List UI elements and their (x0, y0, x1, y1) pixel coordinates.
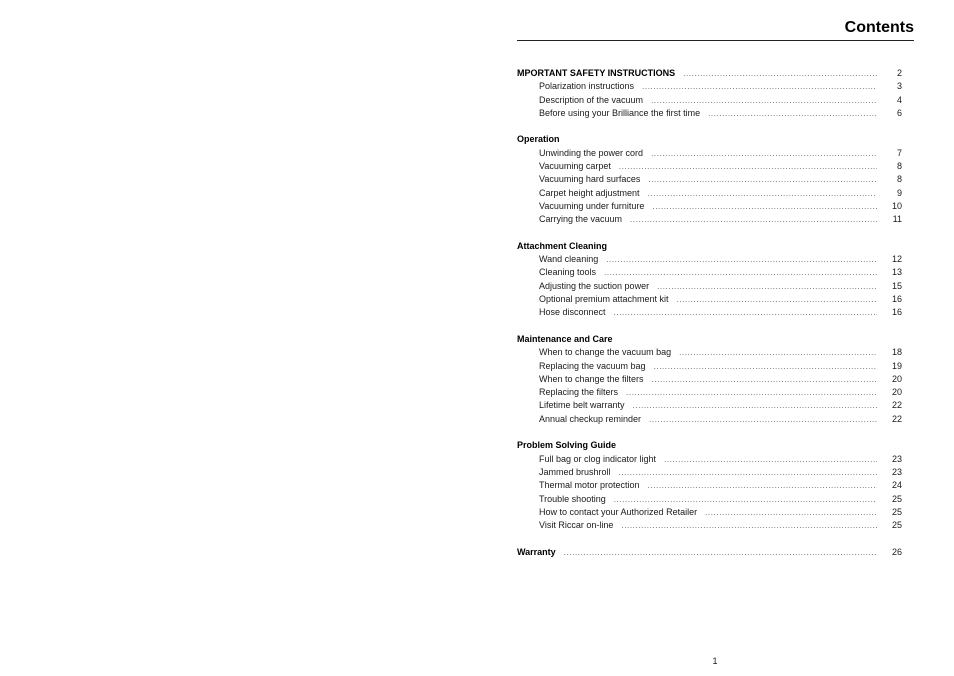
toc-entry-label: Unwinding the power cord (539, 147, 644, 158)
toc-entry-page: 16 (891, 294, 902, 305)
toc-entry-page: 8 (896, 174, 902, 185)
dot-leader (652, 373, 877, 386)
toc-entry-label: Carpet height adjustment (539, 187, 640, 198)
dot-leader (606, 253, 877, 266)
toc-entry-page: 15 (891, 280, 902, 291)
toc-entry-page: 20 (891, 387, 902, 398)
toc-entry[interactable] (517, 413, 902, 426)
toc-entry-label: Adjusting the suction power (539, 280, 650, 291)
dot-leader (614, 493, 877, 506)
toc-entry[interactable] (517, 187, 902, 200)
toc-entry-label: MPORTANT SAFETY INSTRUCTIONS (517, 68, 676, 78)
toc-entry-page: 12 (891, 254, 902, 265)
toc-entry-label: Replacing the vacuum bag (539, 360, 646, 371)
dot-leader (619, 160, 877, 173)
page-title: Contents (844, 19, 914, 36)
toc-entry-label: Before using your Brilliance the first time (539, 107, 701, 118)
toc-entry-page: 18 (891, 347, 902, 358)
dot-leader (708, 107, 877, 120)
toc-entry-page: 10 (891, 200, 902, 211)
toc-entry-warranty[interactable] (517, 546, 902, 559)
toc-entry-label: When to change the vacuum bag (539, 347, 672, 358)
toc-entry-label: Replacing the filters (539, 387, 619, 398)
toc-entry-label: Lifetime belt warranty (539, 400, 625, 411)
toc-entry-label: Description of the vacuum (539, 94, 644, 105)
toc-entry[interactable] (517, 386, 902, 399)
toc-entry-page: 16 (891, 307, 902, 318)
toc-entry-page: 8 (896, 161, 902, 172)
toc-entry-page: 3 (896, 81, 902, 92)
toc-entry-label: Carrying the vacuum (539, 214, 623, 225)
toc-section-safety (517, 67, 902, 120)
dot-leader (626, 386, 877, 399)
dot-leader (648, 187, 877, 200)
table-of-contents (517, 67, 902, 559)
toc-entry-label: When to change the filters (539, 373, 644, 384)
toc-entry-page: 4 (896, 94, 902, 105)
toc-entry-page: 23 (891, 453, 902, 464)
dot-leader (652, 200, 877, 213)
toc-entry[interactable] (517, 399, 902, 412)
toc-entry-page: 25 (891, 506, 902, 517)
toc-entry-label: Full bag or clog indicator light (539, 453, 657, 464)
toc-entry-label: Hose disconnect (539, 307, 606, 318)
toc-entry[interactable] (517, 107, 902, 120)
dot-leader (651, 94, 877, 107)
toc-entry-page: 25 (891, 493, 902, 504)
dot-leader (642, 80, 877, 93)
dot-leader (683, 67, 877, 80)
toc-entry-page: 6 (896, 107, 902, 118)
dot-leader (621, 519, 877, 532)
toc-entry-page: 11 (892, 214, 902, 225)
dot-leader (651, 147, 877, 160)
dot-leader (630, 213, 877, 226)
toc-entry-page: 26 (891, 546, 902, 557)
section-heading: Problem Solving Guide (517, 440, 617, 451)
dot-leader (614, 306, 877, 319)
toc-entry[interactable] (517, 506, 902, 519)
toc-entry-page: 24 (891, 480, 902, 491)
toc-entry-label: Warranty (517, 546, 556, 557)
toc-entry[interactable] (517, 280, 902, 293)
toc-section-attachment-cleaning (517, 240, 902, 320)
toc-entry[interactable] (517, 200, 902, 213)
toc-entry-label: Jammed brushroll (539, 466, 611, 477)
toc-entry-label: Wand cleaning (539, 254, 599, 265)
title-rule (517, 40, 914, 41)
toc-entry-label: Vacuuming under furniture (539, 200, 645, 211)
toc-entry-page: 22 (891, 413, 902, 424)
toc-entry[interactable] (517, 373, 902, 386)
toc-section-operation (517, 133, 902, 226)
toc-entry[interactable] (517, 147, 902, 160)
toc-section-maintenance (517, 333, 902, 426)
toc-entry-label: Visit Riccar on-line (539, 520, 614, 531)
toc-entry[interactable] (517, 213, 902, 226)
dot-leader (604, 266, 877, 279)
toc-entry-label: Vacuuming hard surfaces (539, 174, 641, 185)
dot-leader (657, 280, 877, 293)
toc-entry[interactable] (517, 80, 902, 93)
page-number: 1 (712, 656, 718, 666)
dot-leader (679, 346, 877, 359)
toc-entry[interactable] (517, 493, 902, 506)
section-heading: Maintenance and Care (517, 333, 613, 344)
dot-leader (677, 293, 877, 306)
toc-entry[interactable] (517, 306, 902, 319)
section-heading: Operation (517, 134, 560, 145)
toc-entry[interactable] (517, 346, 902, 359)
dot-leader (633, 399, 877, 412)
toc-entry-label: Cleaning tools (539, 267, 597, 278)
toc-entry-label: Polarization instructions (539, 81, 635, 92)
toc-entry-safety-instructions[interactable] (517, 67, 902, 80)
toc-entry-label: Thermal motor protection (539, 480, 640, 491)
toc-entry-page: 13 (891, 267, 902, 278)
section-heading: Attachment Cleaning (517, 240, 608, 251)
toc-entry[interactable] (517, 360, 902, 373)
toc-entry-label: Vacuuming carpet (539, 161, 611, 172)
dot-leader (648, 173, 877, 186)
toc-section-problem-solving (517, 439, 902, 532)
toc-entry-page: 9 (896, 187, 902, 198)
dot-leader (564, 546, 877, 559)
dot-leader (664, 453, 877, 466)
toc-entry-page: 7 (896, 147, 902, 158)
dot-leader (648, 479, 877, 492)
toc-entry[interactable] (517, 479, 902, 492)
toc-entry-label: How to contact your Authorized Retailer (539, 506, 698, 517)
toc-entry[interactable] (517, 453, 902, 466)
dot-leader (619, 466, 877, 479)
toc-entry[interactable] (517, 160, 902, 173)
toc-entry-page: 22 (891, 400, 902, 411)
toc-entry-page: 2 (896, 68, 902, 78)
toc-entry[interactable] (517, 293, 902, 306)
toc-entry-label: Annual checkup reminder (539, 413, 642, 424)
toc-entry[interactable] (517, 466, 902, 479)
toc-entry-page: 19 (891, 360, 902, 371)
toc-entry-page: 20 (891, 373, 902, 384)
toc-entry-label: Trouble shooting (539, 493, 606, 504)
toc-entry-page: 23 (891, 466, 902, 477)
toc-entry[interactable] (517, 253, 902, 266)
toc-entry[interactable] (517, 173, 902, 186)
dot-leader (654, 360, 877, 373)
toc-entry-label: Optional premium attachment kit (539, 294, 669, 305)
toc-entry[interactable] (517, 519, 902, 532)
dot-leader (705, 506, 877, 519)
toc-entry-page: 25 (891, 520, 902, 531)
toc-entry[interactable] (517, 266, 902, 279)
dot-leader (649, 413, 877, 426)
toc-entry[interactable] (517, 94, 902, 107)
